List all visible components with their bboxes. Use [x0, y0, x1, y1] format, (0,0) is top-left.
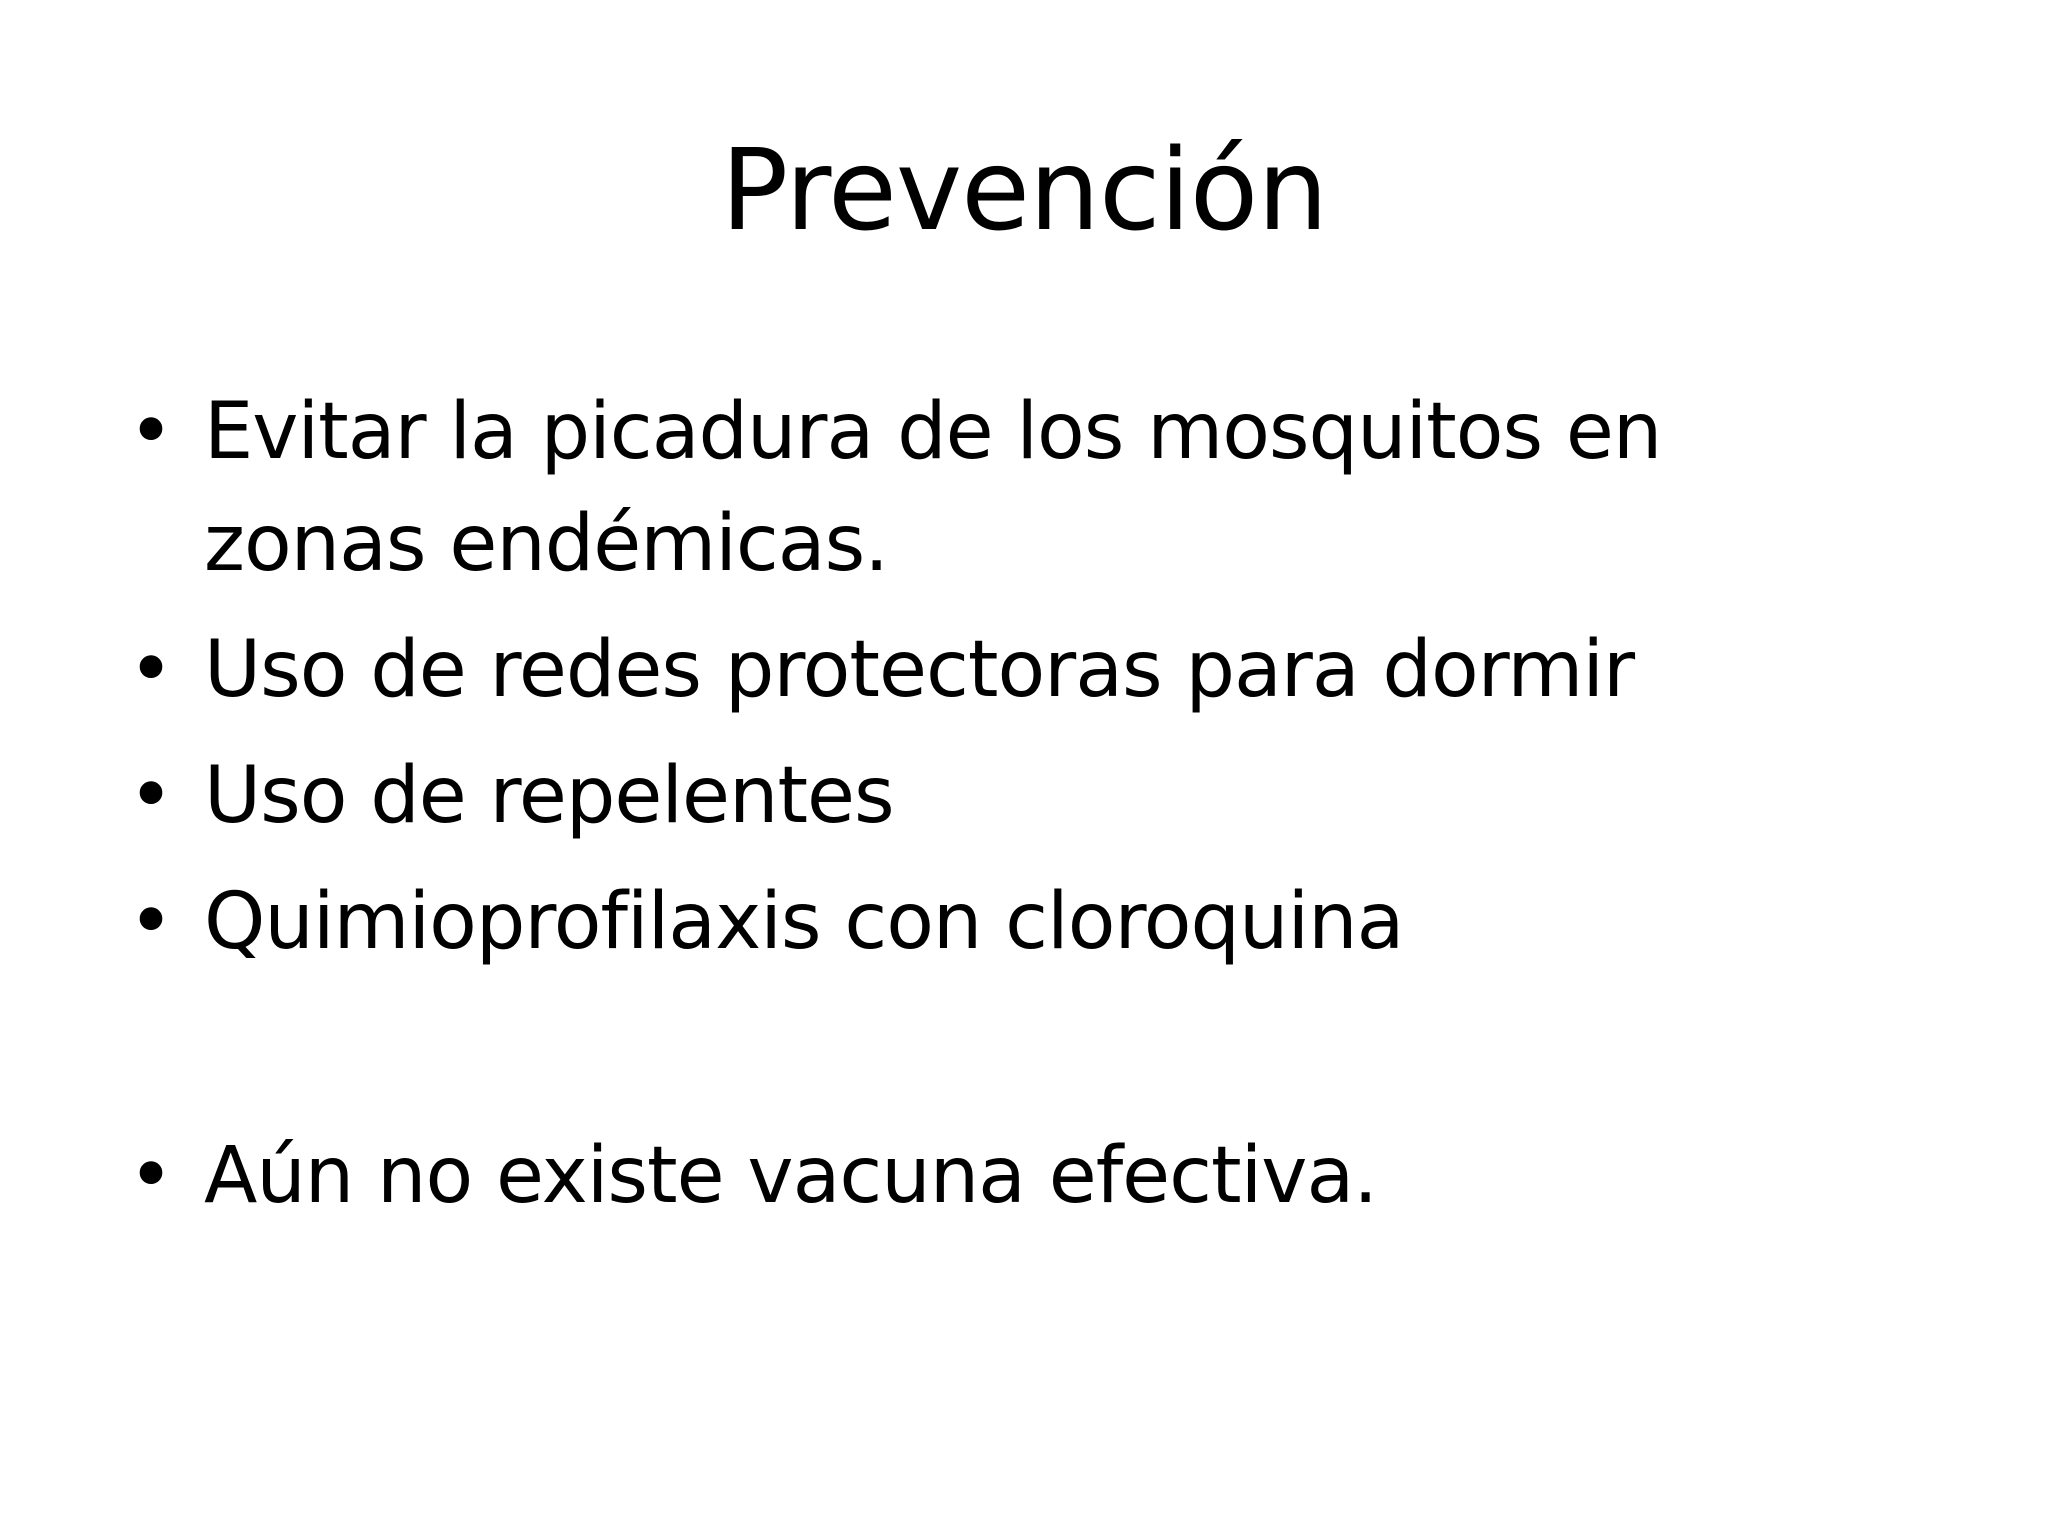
bullet-text: Evitar la picadura de los mosquitos en zonas endémicas. — [204, 387, 1662, 589]
bullet-text: Aún no existe vacuna efectiva. — [204, 1131, 1378, 1221]
bullet-text: Uso de repelentes — [204, 751, 894, 841]
bullet-list — [128, 376, 1888, 1246]
bullet-icon: • — [128, 387, 174, 477]
bullet-item — [128, 866, 1888, 978]
bullet-text: Quimioprofilaxis con cloroquina — [204, 877, 1404, 967]
bullet-item — [128, 1120, 1888, 1232]
slide-title: Prevención — [720, 126, 1328, 256]
bullet-item — [128, 376, 1888, 600]
bullet-icon: • — [128, 1131, 174, 1221]
bullet-icon: • — [128, 625, 174, 715]
bullet-icon: • — [128, 751, 174, 841]
bullet-text: Uso de redes protectoras para dormir — [204, 625, 1635, 715]
bullet-icon: • — [128, 877, 174, 967]
bullet-item — [128, 740, 1888, 852]
bullet-item — [128, 614, 1888, 726]
